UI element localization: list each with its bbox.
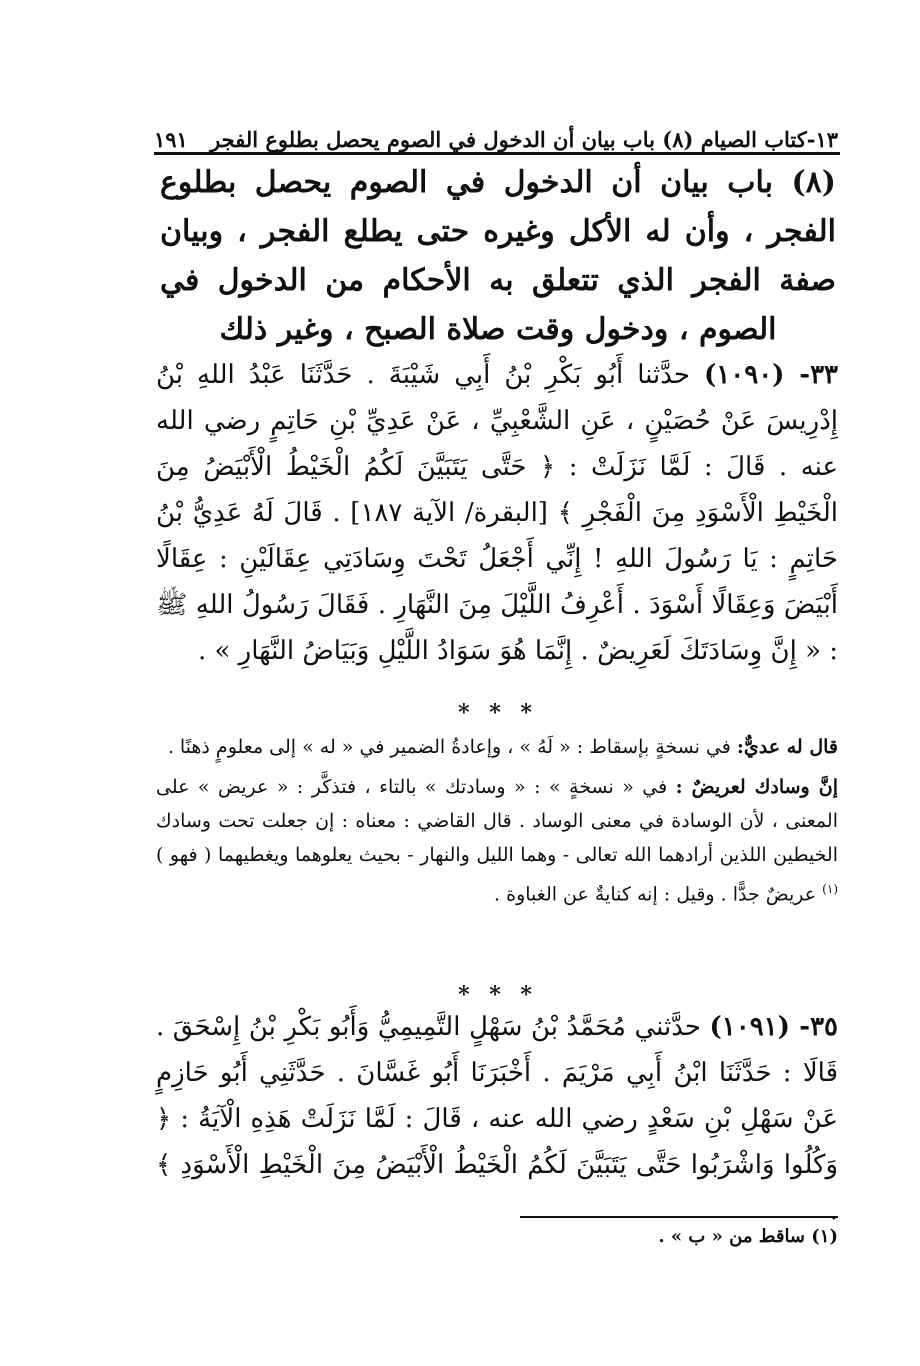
commentary-lead: قال له عديٌّ: [736,736,838,758]
section-separator: * * * [458,700,538,726]
commentary-text: في نسخةٍ بإسقاط : « لَهُ » ، وإعادةُ الضمير في « له » إلى معلومٍ ذهنًا . [167,736,731,758]
chapter-heading: (٨) باب بيان أن الدخول في الصوم يحصل بطلوع الفجر ، وأن له الأكل وغيره حتى يطلع الفجر ، وبيان صفة الفجر الذي تتعلق به الأحكام من الدخول في الصوم ، ودخول وقت صلاة الصبح ، وغير ذلك [160,165,836,347]
footnote-rule [520,1216,838,1218]
hadith-1090 [156,352,838,674]
footnote: (١) ساقط من « ب » . [658,1226,838,1247]
commentary-block [156,730,838,917]
hadith-paragraph [156,352,838,674]
hadith-text: حدَّثنا أَبُو بَكْرِ بْنُ أَبِي شَيْبَةَ . حَدَّثَنَا عَبْدُ اللهِ بْنُ إِدْرِيسَ عَنْ حُصَيْنٍ ، عَنِ الشَّعْبِيِّ ، عَنْ عَدِيِّ بْنِ حَاتِمٍ رضي الله عنه . قَالَ : لَمَّا نَزَلَتْ : ﴿ حَتَّى يَتَبَيَّنَ لَكُمُ الْخَيْطُ الْأَبْيَضُ مِنَ الْخَيْطِ الْأَسْوَدِ مِنَ الْفَجْرِ ﴾ [البقرة/ الآية ١٨٧] . قَالَ لَهُ عَدِيُّ بْنُ حَاتِمٍ : يَا رَسُولَ اللهِ ! إِنِّي أَجْعَلُ تَحْتَ وِسَادَتِي عِقَالَيْنِ : عِقَالًا أَبْيَضَ وَعِقَالًا أَسْوَدَ . أَعْرِفُ اللَّيْلَ مِنَ النَّهَارِ . فَقَالَ رَسُولُ اللهِ ﷺ : « إِنَّ وِسَادَتَكَ لَعَرِيضٌ . إِنَّمَا هُوَ سَوَادُ اللَّيْلِ وَبَيَاضُ النَّهَارِ » . [156,360,838,666]
commentary-lead: إنَّ وسادك لعريضٌ : [675,776,838,798]
hadith-1091 [156,1004,838,1234]
hadith-number: ٣٥- (١٠٩١) [709,1012,838,1042]
commentary-text-continued: عريضٌ جدًّا . وقيل : إنه كنايةٌ عن الغباوة . [494,883,823,906]
header-rule [154,152,840,155]
section-separator: * * * [458,982,538,1008]
commentary-note [156,730,838,764]
commentary-note [156,770,838,911]
hadith-number: ٣٣- (١٠٩٠) [703,360,838,390]
running-header [154,116,838,150]
page-number: ١٩١ [154,127,188,152]
hadith-text: حدَّثني مُحَمَّدُ بْنُ سَهْلٍ التَّمِيمِيُّ وَأَبُو بَكْرِ بْنُ إِسْحَقَ . قَالَا : حَدَّثَنَا ابْنُ أَبِي مَرْيَمَ . أَخْبَرَنَا أَبُو غَسَّانَ . حَدَّثَنِي أَبُو حَازِمٍ عَنْ سَهْلِ بْنِ سَعْدٍ رضي الله عنه ، قَالَ : لَمَّا نَزَلَتْ هَذِهِ الْآيَةُ : ﴿ وَكُلُوا وَاشْرَبُوا حَتَّى يَتَبَيَّنَ لَكُمُ الْخَيْطُ الْأَبْيَضُ مِنَ الْخَيْطِ الْأَسْوَدِ ﴾ . [156,1012,838,1226]
commentary-text: في « نسخةٍ » : « وسادتك » بالتاء ، فتذكَّر : « عريض » على المعنى ، لأن الوسادة في معنى الوساد . قال القاضي : معناه : إن جعلت تحت وسادك الخيطين اللذين أرادهما الله تعالى - وهما الليل والنهار - بحيث يعلوهما ويغطيهما ( فهو ) [156,776,838,866]
header-title: ١٣-كتاب الصيام (٨) باب بيان أن الدخول في الصوم يحصل بطلوع الفجر [210,127,838,152]
hadith-paragraph [156,1004,838,1234]
footnote-marker: (١) [822,882,838,896]
